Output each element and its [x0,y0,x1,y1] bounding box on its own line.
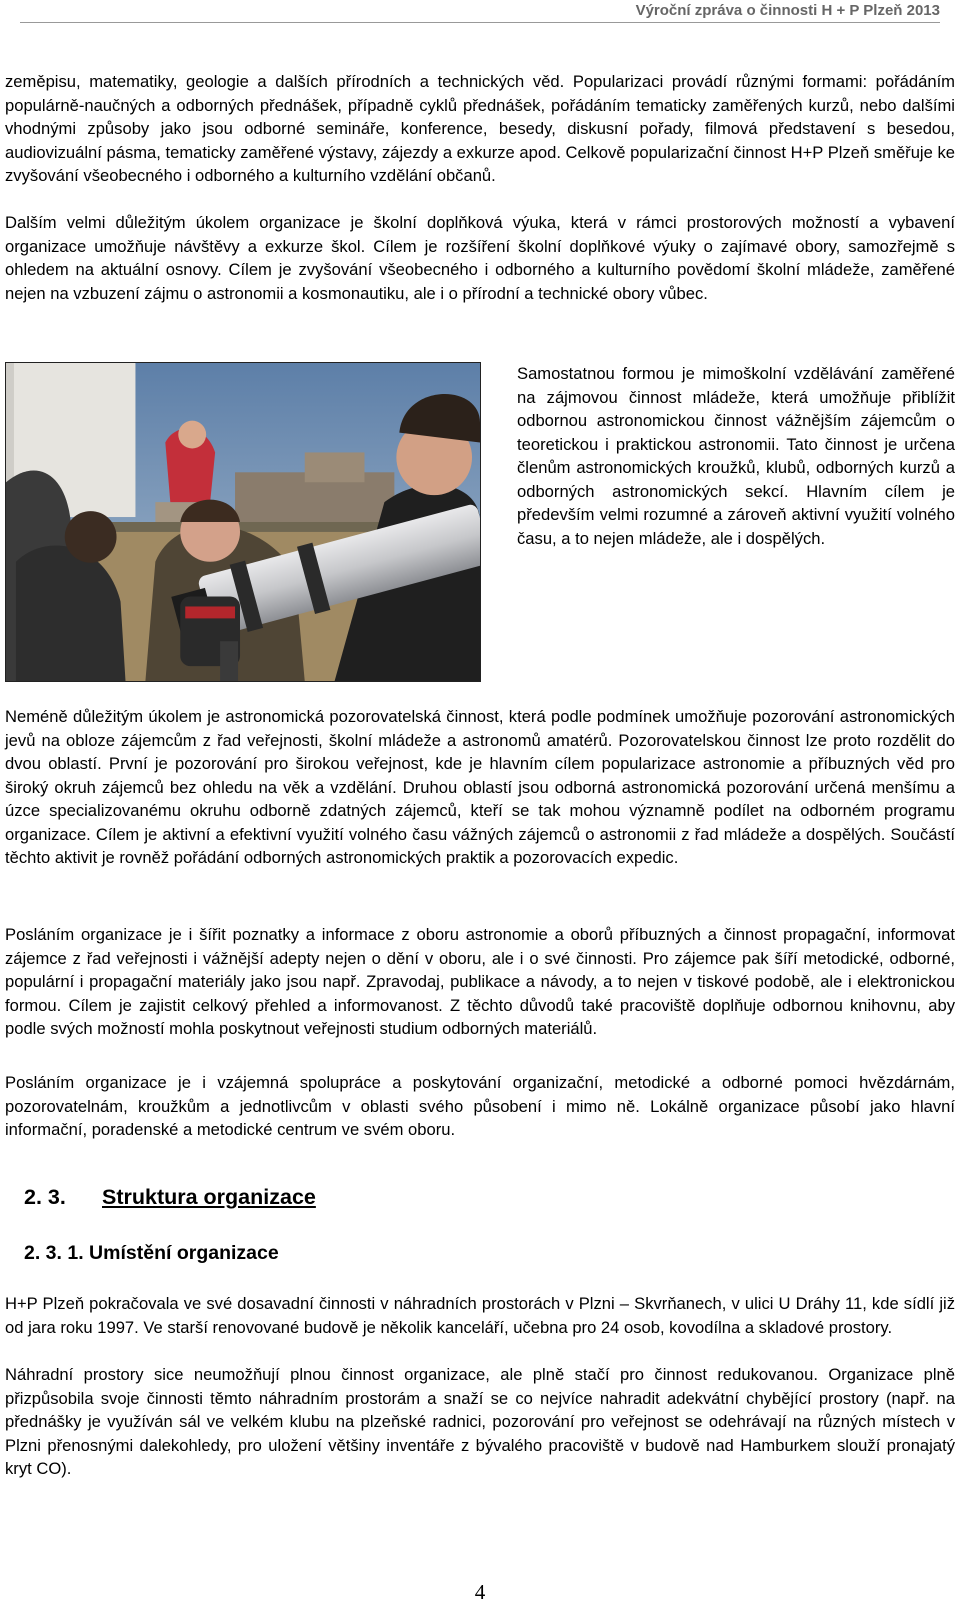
header-rule [20,22,940,23]
paragraph-popularization: zeměpisu, matematiky, geologie a dalších přírodních a technických věd. Popularizaci provádí různými formami: pořádáním populárně-naučných a odborných přednášek, případně cyklů přednášek, pořádáním tematicky zaměřených kurzů, nebo dalšími vhodnými způsoby jako jsou odborné semináře, konference, besedy, diskusní pořady, filmová představení s besedou, audiovizuální pásma, tematicky zaměřené výstavy, zájezdy a exkurze apod. Celkově popularizační činnost H+P Plzeň směřuje ke zvyšování všeobecného i odborného a kulturního vzdělání občanů. [5,72,955,185]
running-header: Výroční zpráva o činnosti H + P Plzeň 2013 [635,2,940,19]
telescope-photo-illustration [6,363,480,681]
paragraph-observation: Neméně důležitým úkolem je astronomická pozorovatelská činnost, která podle podmínek umožňuje pozorování astronomických jevů na obloze zájemcům z řad veřejnosti, školní mládeže a astronomů amatérů. Pozorovatelskou činnost lze proto rozdělit do dvou oblastí. První je pozorování pro širokou veřejnost, kde je hlavním cílem popularizace astronomie a příbuzných věd pro široký okruh zájemců bez ohledu na věk a vzdělání. Druhou oblastí jsou odborná astronomická pozorování určená menšímu a úzce specializovanému okruhu odborně zdatných zájemců, kteří se tak mohou významně podílet na odborném programu organizace. Cílem je aktivní a efektivní využití volného času vážných zájemců o astronomii z řad mládeže a dospělých. Součástí těchto aktivit je rovněž pořádání odborných astronomických praktik a pozorovacích expedic. [5,707,955,867]
section-number: 2. 3. [24,1185,66,1209]
page-number: 4 [474,1580,486,1604]
section-title: Struktura organizace [102,1185,316,1209]
subsection-heading [24,1242,279,1265]
paragraph-location: H+P Plzeň pokračovala ve své dosavadní činnosti v náhradních prostorách v Plzni – Skvrňanech, v ulici U Dráhy 11, kde sídlí již od jara roku 1997. Ve starší renovované budově je několik kanceláří, učebna pro 24 osob, kovodílna a skladové prostory. [5,1294,955,1337]
paragraph-dissemination: Posláním organizace je i šířit poznatky a informace z oboru astronomie a oborů příbuzných a činnost propagační, informovat zájemce z řad veřejnosti i vážnější adepty nejen o dění v oboru, ale i o své činnosti. Pro zájemce pak šíří metodické, odborné, populární i propagační materiály jako jsou např. Zpravodaj, publikace a návody, a to nejen v tiskové podobě, ale i elektronickou formou. Cílem je zajistit celkový přehled a informovanost. Z těchto důvodů také pracoviště doplňuje odbornou knihovnu, aby podle svých možností mohla poskytnout veřejnosti studium odborných materiálů. [5,925,955,1038]
section-heading [24,1185,316,1210]
paragraph-extracurricular: Samostatnou formou je mimoškolní vzdělávání zaměřené na zájmovou činnost mládeže, která umožňuje přiblížit odbornou astronomickou činnost vážnějším zájemcům o teoretickou i praktickou astronomii. Tato činnost je určena členům astronomických kroužků, klubů, odborných kurzů a odborných astronomických sekcí. Hlavním cílem je především velmi rozumné a zároveň aktivní využití volného času, a to nejen mládeže, ale i dospělých. [517,364,955,548]
subsection-number: 2. 3. 1. [24,1242,84,1264]
paragraph-substitute-premises: Náhradní prostory sice neumožňují plnou činnost organizace, ale plně stačí pro činnost redukovanou. Organizace plně přizpůsobila svoje činnosti těmto náhradním prostorám a snaží se co nejvíce nahradit adekvátní chybějící prostory (např. na přednášky je využíván sál ve velkém klubu na plzeňské radnici, pozorování pro veřejnost se odehrávají na různých místech v Plzni přenosnými dalekohledy, pro uložení většiny inventáře z bývalého pracoviště v budově nad Hamburkem slouží pronajatý kryt CO). [5,1365,955,1478]
subsection-title: Umístění organizace [89,1242,279,1264]
paragraph-cooperation: Posláním organizace je i vzájemná spolupráce a poskytování organizační, metodické a odborné pomoci hvězdárnám, pozorovatelnám, kroužkům a jednotlivcům v oblasti svého působení i mimo ně. Lokálně organizace působí jako hlavní informační, poradenské a metodické centrum ve svém oboru. [5,1073,955,1139]
telescope-photo [5,362,481,682]
paragraph-school-education: Dalším velmi důležitým úkolem organizace je školní doplňková výuka, která v rámci prostorových možností a vybavení organizace umožňuje návštěvy a exkurze škol. Cílem je rozšíření školní doplňkové výuky o zajímavé obory, samozřejmě s ohledem na aktuální osnovy. Cílem je zvyšování všeobecného i odborného a kulturního povědomí školní mládeže, zaměřené nejen na vzbuzení zájmu o astronomii a kosmonautiku, ale i o přírodní a technické obory vůbec. [5,213,955,303]
